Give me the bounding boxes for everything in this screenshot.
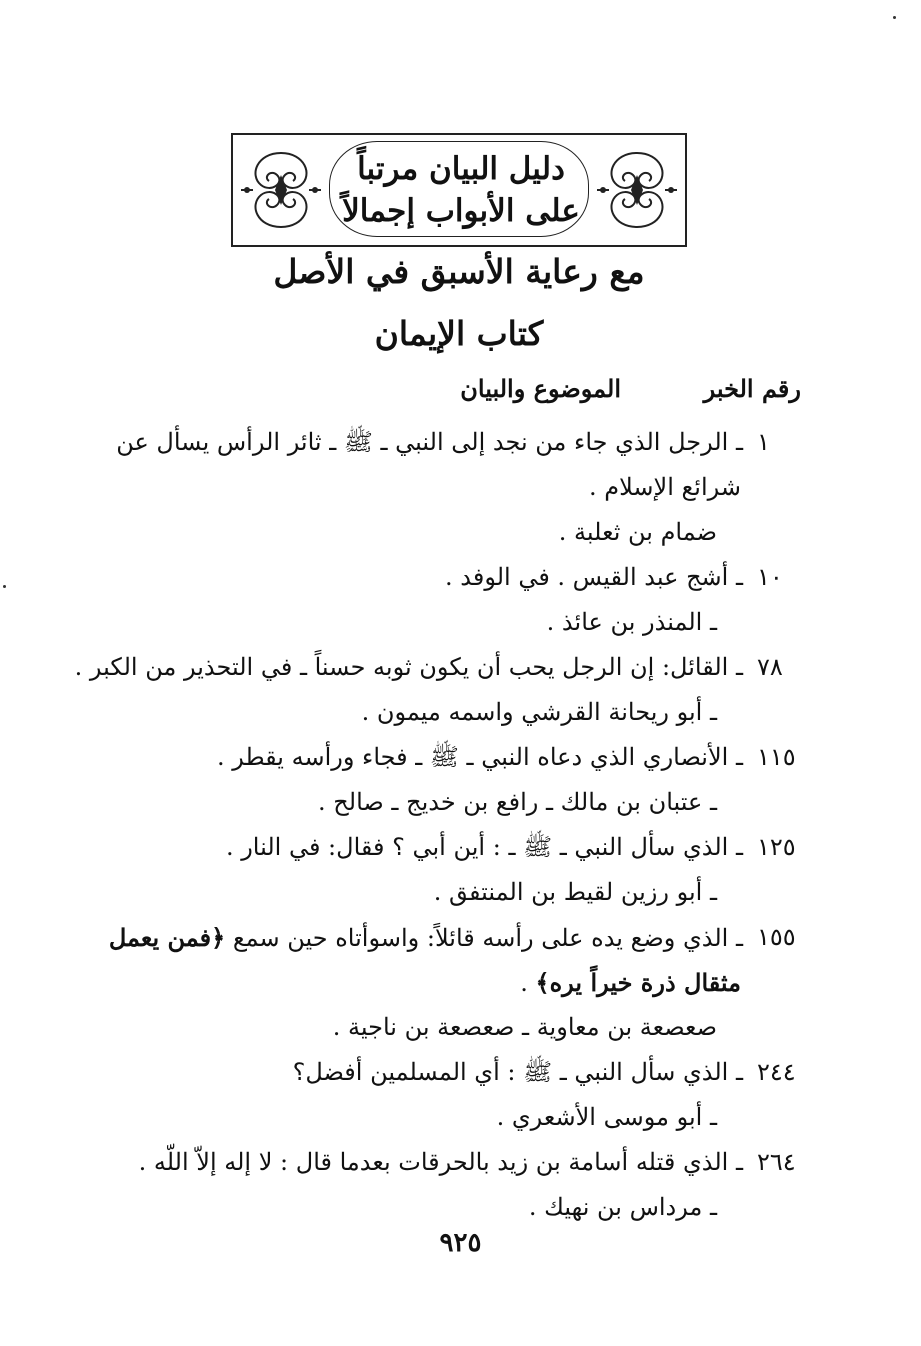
entry-number: ١١٥ [757,743,796,771]
entry-line [113,510,803,555]
entry-line [113,1185,803,1230]
entry-line [113,600,803,645]
entry-text: ـ أشج عبد القيس . في الوفد . [444,563,743,591]
entry-line [113,1140,803,1185]
entry-line [113,1005,803,1050]
entry-text: ـ أبو ريحانة القرشي واسمه ميمون . [361,698,717,726]
entry-text: ـ مرداس بن نهيك . [528,1193,717,1221]
page-number: ٩٢٥ [439,1228,482,1258]
entries-list [74,420,803,1230]
quran-quote: ﴿فمن يعمل [108,923,226,952]
entry-number: ٢٤٤ [757,1058,796,1086]
title-line-2: على الأبواب إجمالاً [342,193,580,229]
entry-line [113,870,803,915]
entry-line [113,555,803,600]
entry-text: ـ الأنصاري الذي دعاه النبي ـ ﷺ ـ فجاء ورأسه يقطر . [216,743,743,771]
entry-line [113,960,803,1005]
entry-line [113,465,803,510]
scan-speck [893,16,896,19]
entry-number: ١٢٥ [757,833,796,861]
title-frame [231,133,687,247]
quran-quote: مثقال ذرة خيراً يره﴾ [535,968,741,997]
entry-line [113,825,803,870]
entry-text: ـ الذي قتله أسامة بن زيد بالحرقات بعدما قال : لا إله إلاّ اللّه . [138,1148,743,1176]
entry-line [113,1095,803,1140]
entry-number: ١٠ [757,563,783,591]
entry-text: ـ عتبان بن مالك ـ رافع بن خديج ـ صالح . [318,788,717,816]
entry-number: ١ [757,428,770,456]
entry-text: . [520,969,536,997]
subtitle: مع رعاية الأسبق في الأصل [273,252,645,291]
entry-number: ٢٦٤ [757,1148,796,1176]
entry-text: شرائع الإسلام . [588,473,741,501]
entry-text: ـ الذي سأل النبي ـ ﷺ ـ : أين أبي ؟ فقال: في النار . [225,833,743,861]
entry-line [113,420,803,465]
entry-text: ـ المنذر بن عائذ . [546,608,717,636]
entry-text: ـ أبو موسى الأشعري . [496,1103,717,1131]
entry-line [113,690,803,735]
title-line-1: دليل البيان مرتباً [357,151,565,187]
entry-text: ـ الرجل الذي جاء من نجد إلى النبي ـ ﷺ ـ ثائر الرأس يسأل عن [116,428,743,456]
entry-text: ـ القائل: إن الرجل يحب أن يكون ثوبه حسناً ـ في التحذير من الكبر . [74,653,743,681]
column-header-topic: الموضوع والبيان [460,374,621,403]
entry-text: ضمام بن ثعلبة . [558,518,717,546]
entry-line [74,645,803,690]
entry-text: ـ الذي وضع يده على رأسه قائلاً: واسوأتاه حين سمع [232,924,743,952]
column-header-number: رقم الخبر [703,374,801,403]
book-title: كتاب الإيمان [374,314,544,353]
entry-text: ـ الذي سأل النبي ـ ﷺ : أي المسلمين أفضل؟ [292,1058,743,1086]
entry-line [108,915,803,960]
entry-line [113,780,803,825]
scan-speck [3,585,6,588]
entry-line [113,1050,803,1095]
entry-text: صعصعة بن معاوية ـ صعصعة بن ناجية . [332,1013,717,1041]
entry-text-wrap [520,960,741,1006]
entry-text-wrap [109,915,743,961]
entry-number: ١٥٥ [757,923,796,951]
entry-text: ـ أبو رزين لقيط بن المنتفق . [433,878,717,906]
entry-line [113,735,803,780]
entry-number: ٧٨ [757,653,783,681]
